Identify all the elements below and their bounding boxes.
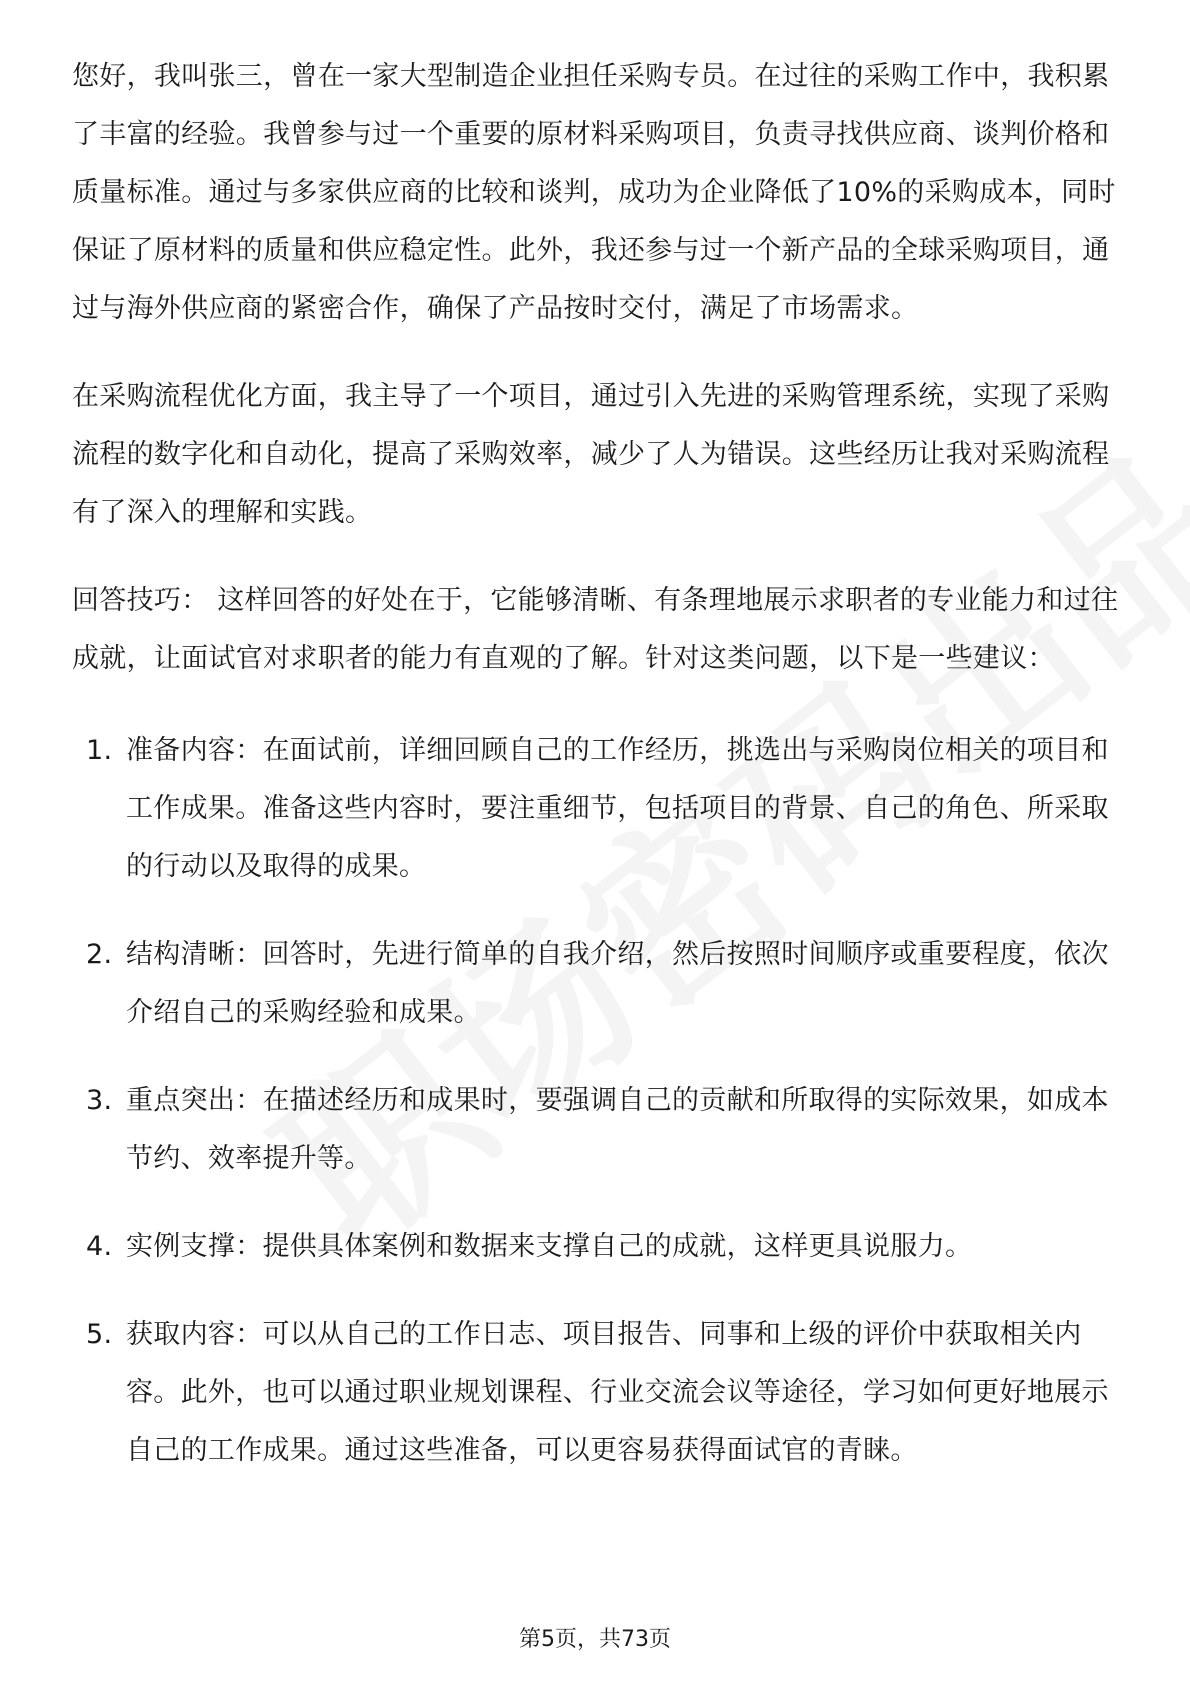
tips-list bbox=[72, 722, 1122, 1480]
document-body bbox=[72, 48, 1122, 1510]
list-item-number: 3. bbox=[86, 1085, 113, 1116]
paragraph-intro: 您好，我叫张三，曾在一家大型制造企业担任采购专员。在过往的采购工作中，我积累了丰富的经验。我曾参与过一个重要的原材料采购项目，负责寻找供应商、谈判价格和质量标准。通过与多家供应商的比较和谈判，成功为企业降低了10%的采购成本，同时保证了原材料的质量和供应稳定性。此外，我还参与过一个新产品的全球采购项目，通过与海外供应商的紧密合作，确保了产品按时交付，满足了市场需求。 bbox=[72, 61, 1116, 324]
list-item-number: 5. bbox=[86, 1319, 113, 1350]
page-footer: 第5页，共73页 bbox=[519, 1627, 671, 1652]
list-item-text: 实例支撑：提供具体案例和数据来支撑自己的成就，这样更具说服力。 bbox=[126, 1231, 973, 1262]
list-item bbox=[72, 926, 1122, 1042]
list-item-text: 重点突出：在描述经历和成果时，要强调自己的贡献和所取得的实际效果，如成本节约、效率提升等。 bbox=[126, 1085, 1109, 1174]
list-item bbox=[72, 1218, 1122, 1276]
list-item bbox=[72, 1306, 1122, 1480]
list-item-text: 准备内容：在面试前，详细回顾自己的工作经历，挑选出与采购岗位相关的项目和工作成果。准备这些内容时，要注重细节，包括项目的背景、自己的角色、所采取的行动以及取得的成果。 bbox=[126, 735, 1109, 882]
paragraph-tips-intro: 回答技巧： 这样回答的好处在于，它能够清晰、有条理地展示求职者的专业能力和过往成就，让面试官对求职者的能力有直观的了解。针对这类问题，以下是一些建议： bbox=[72, 585, 1119, 674]
list-item bbox=[72, 1072, 1122, 1188]
list-item-number: 1. bbox=[86, 735, 113, 766]
list-item-text: 结构清晰：回答时，先进行简单的自我介绍，然后按照时间顺序或重要程度，依次介绍自己的采购经验和成果。 bbox=[126, 939, 1109, 1028]
paragraph-process: 在采购流程优化方面，我主导了一个项目，通过引入先进的采购管理系统，实现了采购流程的数字化和自动化，提高了采购效率，减少了人为错误。这些经历让我对采购流程有了深入的理解和实践。 bbox=[72, 381, 1110, 528]
list-item bbox=[72, 722, 1122, 896]
list-item-number: 2. bbox=[86, 939, 113, 970]
list-item-number: 4. bbox=[86, 1231, 113, 1262]
list-item-text: 获取内容：可以从自己的工作日志、项目报告、同事和上级的评价中获取相关内容。此外，也可以通过职业规划课程、行业交流会议等途径，学习如何更好地展示自己的工作成果。通过这些准备，可以更容易获得面试官的青睐。 bbox=[126, 1319, 1109, 1466]
